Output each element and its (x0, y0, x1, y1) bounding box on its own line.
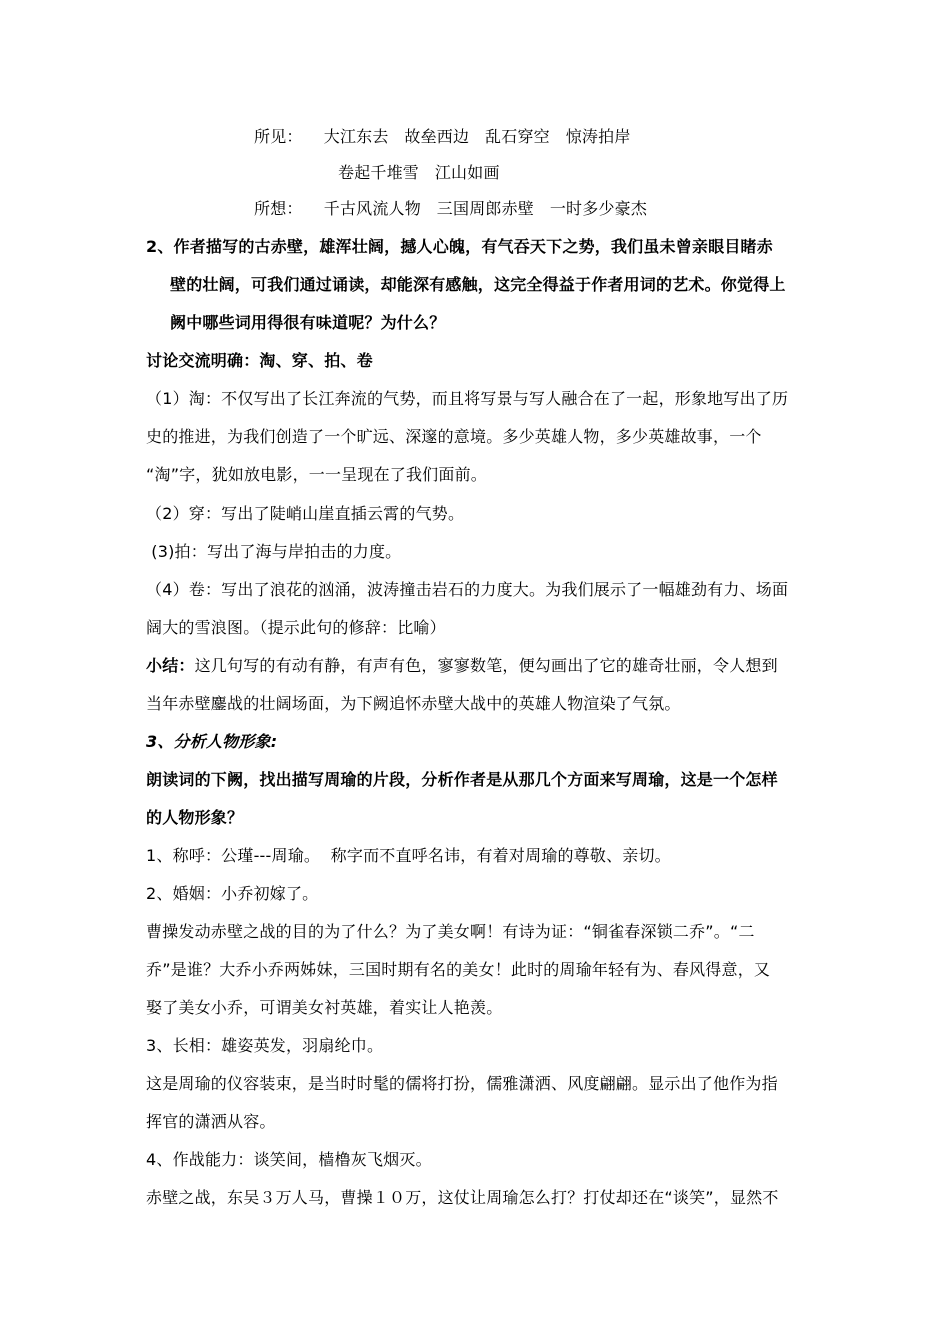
paragraph-line: “淘”字，犹如放电影，一一呈现在了我们面前。 (146, 465, 487, 484)
question-text: 壁的壮阔，可我们通过诵读，却能深有感触，这完全得益于作者用词的艺术。你觉得上 (170, 275, 786, 294)
paragraph-line: (3)拍：写出了海与岸拍击的力度。 (146, 542, 402, 561)
question-text: 阙中哪些词用得很有味道呢？为什么？ (170, 313, 446, 332)
paragraph-line: 曹操发动赤壁之战的目的为了什么？为了美女啊！有诗为证：“铜雀春深锁二乔”。“二 (146, 922, 755, 941)
discussion-heading: 讨论交流明确：淘、穿、拍、卷 (146, 351, 373, 370)
paragraph-line: 赤壁之战，东吴３万人马，曹操１０万，这仗让周瑜怎么打？打仗却还在“谈笑”，显然不 (146, 1188, 779, 1207)
paragraph-line: （2）穿：写出了陡峭山崖直插云霄的气势。 (146, 504, 465, 523)
paragraph-line: 当年赤壁鏖战的壮阔场面，为下阙追怀赤壁大战中的英雄人物渲染了气氛。 (146, 694, 681, 713)
paragraph-line: 2、婚姻：小乔初嫁了。 (146, 884, 319, 903)
paragraph-line: 3、长相：雄姿英发，羽扇纶巾。 (146, 1036, 384, 1055)
text-line: 所见： 大江东去 故垒西边 乱石穿空 惊涛拍岸 (254, 127, 631, 146)
paragraph-line: （4）卷：写出了浪花的汹涌，波涛撞击岩石的力度大。为我们展示了一幅雄劲有力、场面 (146, 580, 789, 599)
paragraph-line: 4、作战能力：谈笑间，樯橹灰飞烟灭。 (146, 1150, 432, 1169)
paragraph-line: 这是周瑜的仪容装束，是当时时髦的儒将打扮，儒雅潇洒、风度翩翩。显示出了他作为指 (146, 1074, 778, 1093)
summary-line (146, 656, 778, 676)
section-heading: 3、分析人物形象: (146, 732, 278, 751)
paragraph-line: 娶了美女小乔，可谓美女衬英雄，着实让人艳羡。 (146, 998, 503, 1017)
text-line: 所想： 千古风流人物 三国周郎赤壁 一时多少豪杰 (254, 199, 648, 218)
paragraph-line: 史的推进，为我们创造了一个旷远、深邃的意境。多少英雄人物，多少英雄故事，一个 (146, 427, 762, 446)
question-heading: 2、作者描写的古赤壁，雄浑壮阔，撼人心魄，有气吞天下之势，我们虽未曾亲眼目睹赤 (146, 237, 773, 256)
task-text: 的人物形象？ (146, 808, 244, 827)
paragraph-line: 1、称呼：公瑾---周瑜。 称字而不直呼名讳，有着对周瑜的尊敬、亲切。 (146, 846, 671, 865)
summary-label: 小结： (146, 656, 195, 675)
paragraph-line: 阔大的雪浪图。（提示此句的修辞：比喻） (146, 618, 446, 637)
paragraph-line: 挥官的潇洒从容。 (146, 1112, 276, 1131)
paragraph-line: （1）淘：不仅写出了长江奔流的气势，而且将写景与写人融合在了一起，形象地写出了历 (146, 389, 789, 408)
summary-text: 这几句写的有动有静，有声有色，寥寥数笔，便勾画出了它的雄奇壮丽，令人想到 (194, 656, 778, 675)
text-line: 卷起千堆雪 江山如画 (338, 163, 500, 182)
task-text: 朗读词的下阙，找出描写周瑜的片段，分析作者是从那几个方面来写周瑜，这是一个怎样 (146, 770, 778, 789)
paragraph-line: 乔”是谁？大乔小乔两姊妹，三国时期有名的美女！此时的周瑜年轻有为、春风得意，又 (146, 960, 771, 979)
